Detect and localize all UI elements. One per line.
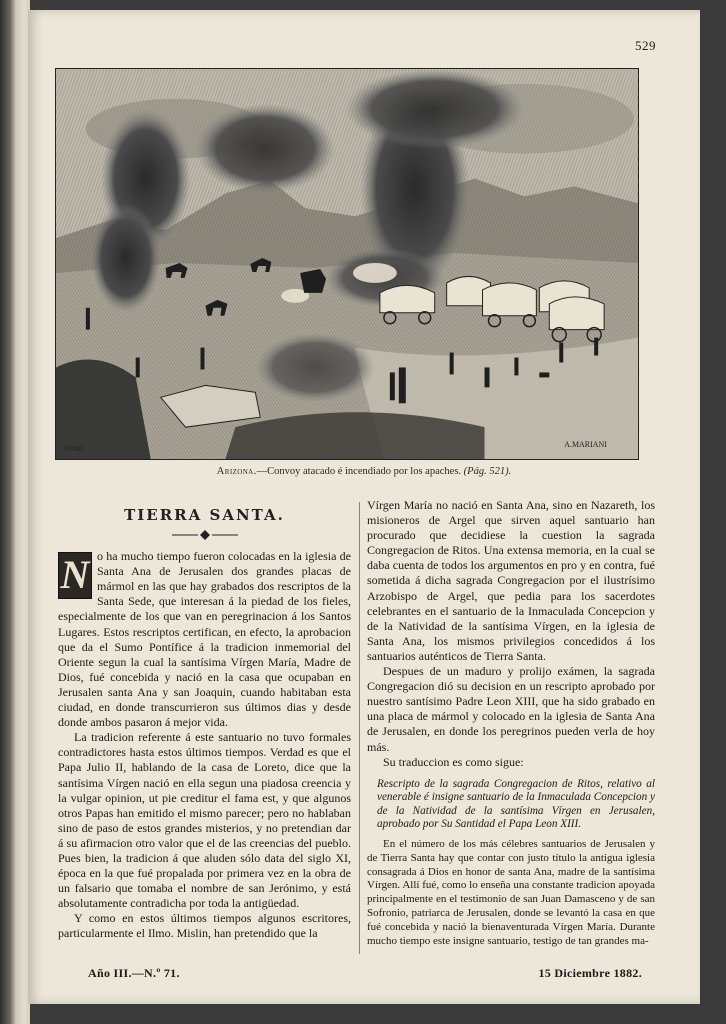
- caption-page-ref: (Pág. 521).: [463, 466, 512, 477]
- page: [28, 10, 700, 1004]
- engraver-monogram: FAMB: [63, 445, 84, 454]
- article-title: TIERRA SANTA.: [124, 506, 285, 524]
- rescript-heading: Rescripto de la sagrada Congregacion de Ritos, relativo al venerable é insigne santuario de la Inmaculada Concepcion y de la Natividad de la santísima Vírgen en Jerusalen, aprobado por Su Santidad el Papa Leon XIII.: [377, 777, 655, 831]
- engraver-signature: A.MARIANI: [564, 440, 607, 450]
- engraving-illustration: [55, 68, 639, 460]
- title-ornament-icon: [170, 529, 240, 541]
- convoy-attack-engraving: [56, 69, 638, 459]
- left-column: [58, 498, 351, 942]
- column-divider: [359, 502, 360, 954]
- illustration-caption: [28, 466, 700, 477]
- dropcap: N: [58, 552, 92, 599]
- issue-number: Año III.—N.º 71.: [88, 966, 180, 980]
- paragraph-6: Su traduccion es como sigue:: [383, 754, 524, 769]
- paragraph-2: La tradicion referente á este santuario no tuvo formales contradictores hasta estos últimos tiempos. Verdad es que el Papa Julio II, hablando de la casa de Loreto, dice que la santísima Vírgen nació en ella segun una piadosa creencia y la vulgar opinion, ut pie creditur el fama est, y que algunos otros Papas han emitido el mismo parecer; pero no hablaban sino de paso de estos grandes misterios, y no pretendian dar á su afirmacion otro valor que el de las creencias del pueblo. Pues bien, la tradicion á que aluden sólo data del siglo XI, época en la que fué propalada por primera vez en la obra de un falsario que tomaba el nombre de san Jerónimo, y está absolutamente contradicha por toda la antigüedad.: [58, 730, 351, 911]
- paragraph-4: Vírgen María no nació en Santa Ana, sino en Nazareth, los misioneros de Argel que sirven aquel santuario han procurado que decidiese la cuestion la sagrada Congregacion de Ritos. Una extensa memoria, en la cual se daba cuenta de todos los argumentos en pro y en contra, fué sometida á dicha sagrada Congregacion por el ilustrísimo Arzobispo de Argel, que pedia para los sacerdotes celebrantes en el santuario de la Inmaculada Concepcion y de la Natividad de la santísima Vírgen, en la iglesia de Santa Ana, los mismos privilegios concedidos á los santuarios auténticos de Tierra Santa.: [367, 498, 655, 663]
- right-column: [367, 498, 655, 948]
- issue-date: 15 Diciembre 1882.: [538, 966, 642, 980]
- caption-text: —Convoy atacado é incendiado por los apaches.: [256, 466, 462, 477]
- previous-page-edge: [0, 0, 30, 1024]
- paragraph-5: Despues de un maduro y prolijo exámen, la sagrada Congregacion dió su decision en un rescripto aprobado por nuestro santísimo Padre Leon XIII, que ha sido grabado en una placa de mármol y colocado en la iglesia de Santa Ana de Jerusalen, en donde los peregrinos pueden verla de hoy más.: [367, 664, 655, 754]
- caption-label: Arizona.: [216, 466, 257, 477]
- paragraph-3: Y como en estos últimos tiempos algunos escritores, particularmente el Ilmo. Mislin, han pretendido que la: [58, 911, 351, 941]
- rescript-text: En el número de los más célebres santuarios de Jerusalen y de Tierra Santa hay que contar con justo título la antigua iglesia consagrada á Dios en honor de santa Ana, madre de la santísima Vírgen. Allí fué, como lo enseña una constante tradicion apoyada principalmente en el testimonio de san Juan Damasceno y de san Sofronio, patriarca de Jerusalen, donde se levantó la casa en que fué concebida y nació la bienaventurada Vírgen María. Durante mucho tiempo este insigne santuario, testigo de tan grandes ma-: [367, 838, 655, 947]
- paragraph-1: N o ha mucho tiempo fueron colocadas en la iglesia de Santa Ana de Jerusalen dos grandes placas de mármol en las que hay grabados dos rescriptos de la Santa Sede, que interesan á la piedad de los fieles, especialmente de los que van en peregrinacion á los Santos Lugares. Estos rescriptos certifican, en efecto, la aprobacion que da el Sumo Pontífice á la tradicion inmemorial del Oriente segun la cual la santísima Vírgen María, Madre de Dios, fué concebida y nació en la casa que ocupaban en Jerusalen santa Ana y san Joaquin, cuando habitaban esta ciudad, en donde transcurrieron sus últimos dias y desde donde ambos pasaron á mejor vida.: [58, 549, 351, 730]
- page-number: 529: [635, 38, 656, 53]
